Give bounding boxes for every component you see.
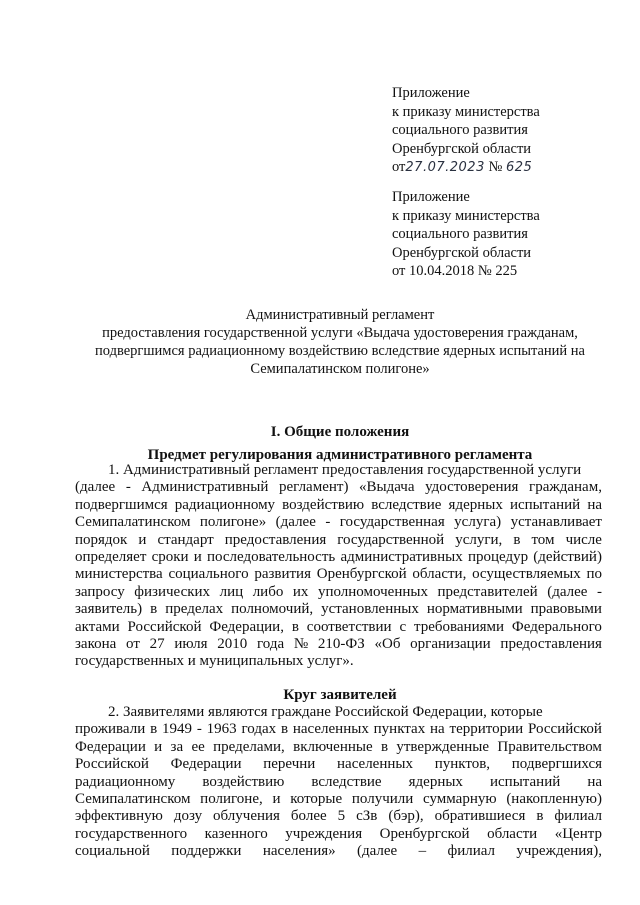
paragraph-line: запросу физических лиц либо их уполномоченных представителей (далее - xyxy=(75,583,602,600)
appendix-label: Приложение xyxy=(392,85,470,101)
paragraph-line: Российской Федерации перечни населенных пунктов, подвергшихся xyxy=(75,756,602,773)
number-prefix: № xyxy=(488,159,503,175)
paragraph-line: радиационному воздействию вследствие ядерных испытаний на xyxy=(75,773,602,790)
subsection-heading: Предмет регулирования административного регламента xyxy=(147,447,533,463)
document-title xyxy=(40,306,640,378)
paragraph-line: социальной поддержки населения» (далее – филиал учреждения), xyxy=(75,843,602,860)
date-prefix: от xyxy=(392,159,406,175)
paragraph-line: закона от 27 июля 2010 года № 210-ФЗ «Об организации предоставления xyxy=(75,635,602,652)
paragraph-line: Семипалатинском полигоне, и которые получили суммарную (накопленную) xyxy=(75,790,602,807)
paragraph-line: Семипалатинском полигоне» (далее - государственная услуга) устанавливает xyxy=(75,514,602,531)
paragraph-line: государственных и муниципальных услуг». xyxy=(75,653,354,670)
paragraph-line: (далее - Административный регламент) «Выдача удостоверения гражданам, xyxy=(75,479,602,496)
appendix-label: Приложение xyxy=(392,189,470,205)
paragraph-line: 2. Заявителями являются граждане Российской Федерации, которые xyxy=(108,704,543,720)
appendix-date-line: от 10.04.2018 № 225 xyxy=(392,263,518,279)
subsection-heading: Круг заявителей xyxy=(283,687,397,703)
paragraph-line: подвергшимся радиационному воздействию вследствие ядерных испытаний на xyxy=(75,496,602,513)
paragraph-2 xyxy=(75,704,602,861)
paragraph-line: актами Российской Федерации, в соответствии с требованиями Федерального xyxy=(75,618,602,635)
paragraph-line: заявитель) в пределах полномочий, установленных нормативными правовыми xyxy=(75,601,602,618)
appendix-order-line: к приказу министерства xyxy=(392,207,540,224)
paragraph-line: проживали в 1949 - 1963 годах в населенных пунктах на территории Российской xyxy=(75,721,602,738)
section-heading: I. Общие положения xyxy=(270,424,410,440)
appendix-order-line: к приказу министерства xyxy=(392,103,540,120)
appendix-region-line: Оренбургской области xyxy=(392,244,532,261)
paragraph-line: министерства социального развития Оренбургской области, осуществляемых по xyxy=(75,566,602,583)
paragraph-line: Федерации и за ее пределами, включенные в утвержденные Правительством xyxy=(75,738,602,755)
appendix-region-line: Оренбургской области xyxy=(392,140,532,157)
title-line: предоставления государственной услуги «Выдача удостоверения гражданам, xyxy=(102,325,578,341)
paragraph-line: 1. Административный регламент предоставления государственной услуги xyxy=(108,462,582,478)
handwritten-number: 625 xyxy=(505,160,533,175)
paragraph-1 xyxy=(75,462,602,671)
appendix-current xyxy=(392,84,540,178)
title-line: Семипалатинском полигоне» xyxy=(250,361,430,377)
appendix-ministry-line: социального развития xyxy=(392,226,528,242)
appendix-ministry-line: социального развития xyxy=(392,122,528,138)
paragraph-line: порядок и стандарт предоставления государственной услуги, в том числе xyxy=(75,531,602,548)
paragraph-line: определяет сроки и последовательность административных процедур (действий) xyxy=(75,548,602,565)
paragraph-line: эффективную дозу облучения более 5 сЗв (бэр), обратившиеся в филиал xyxy=(75,808,602,825)
appendix-date-line xyxy=(392,158,540,178)
appendix-previous xyxy=(392,188,540,281)
handwritten-date: 27.07.2023 xyxy=(405,160,485,175)
title-line: подвергшимся радиационному воздействию вследствие ядерных испытаний на xyxy=(95,343,585,359)
title-line: Административный регламент xyxy=(245,307,435,323)
paragraph-line: государственного казенного учреждения Оренбургской области «Центр xyxy=(75,825,602,842)
